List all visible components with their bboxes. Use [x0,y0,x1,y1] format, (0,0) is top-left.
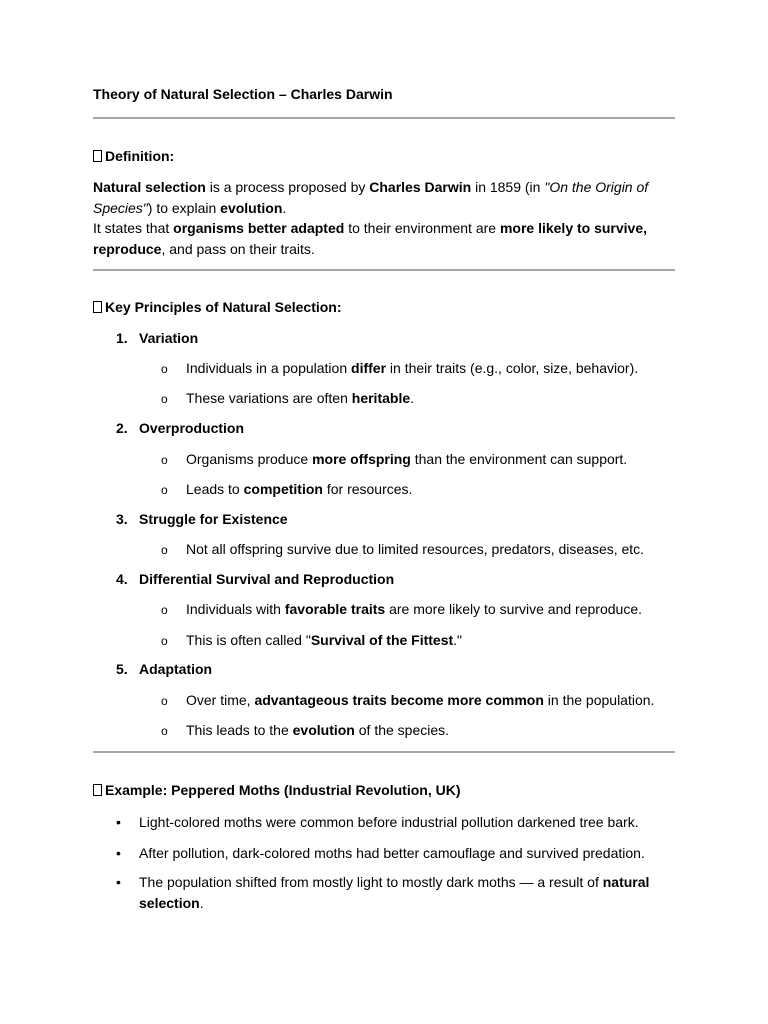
example-bullet: • Light-colored moths were common before industrial pollution darkened tree bark. [116,812,679,833]
circle-bullet-icon: o [161,724,168,738]
principle-detail: o Organisms produce more offspring than the environment can support. [161,451,628,467]
principle-detail: o Leads to competition for resources. [161,481,413,497]
example-bullet-text: The population shifted from mostly light to mostly dark moths — a result of natural selection. [139,874,650,911]
principle-title: 3. Struggle for Existence [116,511,288,527]
divider [93,751,675,753]
missing-emoji-icon [93,301,102,313]
principle-title: 5. Adaptation [116,661,213,677]
document-title: Theory of Natural Selection – Charles Darwin [93,86,393,102]
circle-bullet-icon: o [161,694,168,708]
principle-detail: o These variations are often heritable. [161,390,415,406]
bullet-icon: • [116,845,121,861]
circle-bullet-icon: o [161,362,168,376]
principle-detail: o This is often called "Survival of the Fittest." [161,632,463,648]
principle-title: 2. Overproduction [116,420,245,436]
definition-heading: Definition: [93,148,174,164]
divider [93,117,675,119]
bullet-icon: • [116,814,121,830]
missing-emoji-icon [93,784,102,796]
example-bullet: • After pollution, dark-colored moths had better camouflage and survived predation. [116,843,679,864]
circle-bullet-icon: o [161,603,168,617]
circle-bullet-icon: o [161,483,168,497]
principles-heading: Key Principles of Natural Selection: [93,299,342,315]
circle-bullet-icon: o [161,392,168,406]
example-bullet [116,872,679,913]
divider [93,269,675,271]
bullet-icon: • [116,874,121,890]
principle-detail: o Over time, advantageous traits become more common in the population. [161,692,655,708]
example-heading: Example: Peppered Moths (Industrial Revolution, UK) [93,782,460,798]
circle-bullet-icon: o [161,634,168,648]
principle-detail: o Individuals in a population differ in their traits (e.g., color, size, behavior). [161,360,639,376]
principle-detail: o Individuals with favorable traits are more likely to survive and reproduce. [161,601,642,617]
definition-paragraph: Natural selection is a process proposed by Charles Darwin in 1859 (in "On the Origin of Species") to explain evolution. It states that organisms better adapted to their environment are more likely to survive, reproduce, and pass on their traits. [93,179,649,257]
principle-detail: o This leads to the evolution of the species. [161,722,450,738]
principle-detail: o Not all offspring survive due to limited resources, predators, diseases, etc. [161,541,645,557]
principle-title: 1. Variation [116,330,199,346]
circle-bullet-icon: o [161,543,168,557]
missing-emoji-icon [93,150,102,162]
principle-title: 4. Differential Survival and Reproduction [116,571,395,587]
circle-bullet-icon: o [161,453,168,467]
